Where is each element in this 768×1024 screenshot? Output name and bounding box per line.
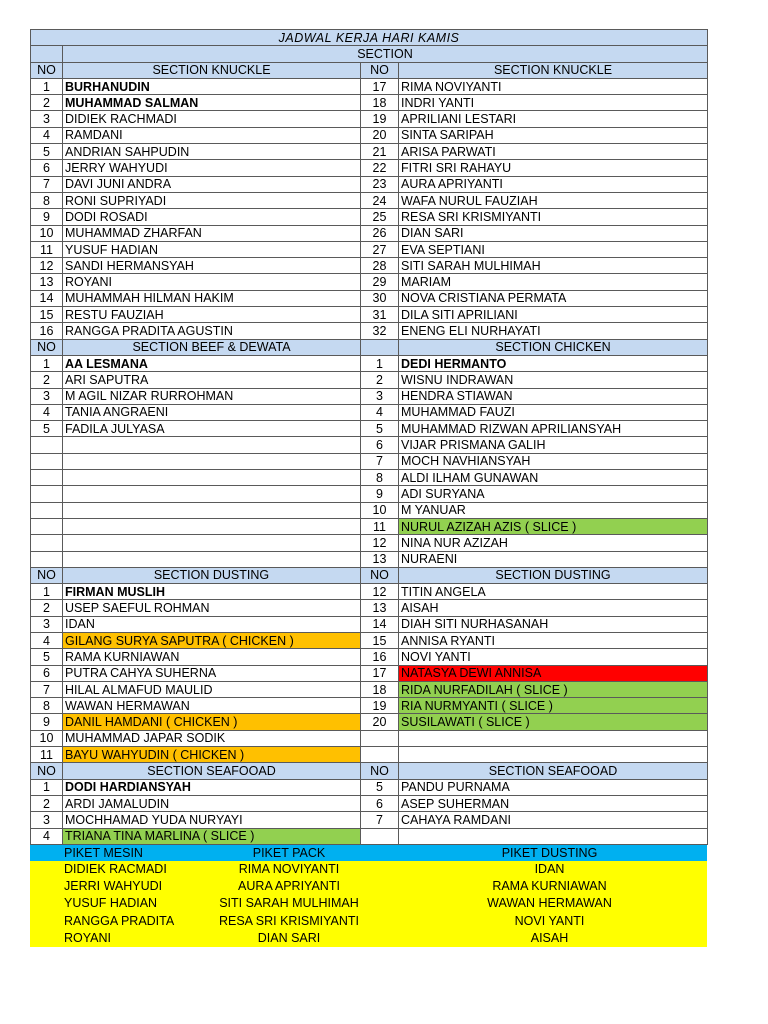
right-row-number: 13	[361, 551, 399, 567]
table-row	[31, 828, 708, 844]
table-row	[31, 698, 708, 714]
right-employee-name: WISNU INDRAWAN	[399, 372, 708, 388]
right-employee-name: SITI SARAH MULHIMAH	[399, 258, 708, 274]
right-row-number: 8	[361, 470, 399, 486]
piket-pack-name: DIAN SARI	[186, 930, 392, 947]
right-employee-name: MUHAMMAD RIZWAN APRILIANSYAH	[399, 421, 708, 437]
left-row-number	[31, 453, 63, 469]
right-employee-name: NOVA CRISTIANA PERMATA	[399, 290, 708, 306]
right-row-number: 1	[361, 355, 399, 371]
table-row	[31, 730, 708, 746]
right-row-number: 30	[361, 290, 399, 306]
left-row-number: 4	[31, 828, 63, 844]
left-section-title: SECTION DUSTING	[63, 567, 361, 583]
left-row-number	[31, 486, 63, 502]
right-employee-name: PANDU PURNAMA	[399, 779, 708, 795]
piket-row	[30, 930, 707, 947]
piket-dusting-name: RAMA KURNIAWAN	[392, 878, 707, 895]
table-row	[31, 160, 708, 176]
left-employee-name: FIRMAN MUSLIH	[63, 584, 361, 600]
table-row	[31, 209, 708, 225]
left-employee-name	[63, 502, 361, 518]
piket-mesin-name: JERRI WAHYUDI	[30, 878, 186, 895]
piket-mesin-name: ROYANI	[30, 930, 186, 947]
left-row-number: 5	[31, 144, 63, 160]
section-header-row	[31, 62, 708, 78]
right-row-number: 2	[361, 372, 399, 388]
section-label-row	[31, 46, 708, 62]
right-row-number: 18	[361, 95, 399, 111]
right-row-number: 20	[361, 127, 399, 143]
right-employee-name: FITRI SRI RAHAYU	[399, 160, 708, 176]
piket-dusting-header: PIKET DUSTING	[392, 845, 707, 861]
left-no-header: NO	[31, 763, 63, 779]
left-employee-name: RONI SUPRIYADI	[63, 192, 361, 208]
table-row	[31, 665, 708, 681]
right-row-number: 19	[361, 698, 399, 714]
right-row-number: 5	[361, 779, 399, 795]
table-row	[31, 600, 708, 616]
table-row	[31, 584, 708, 600]
schedule-table-body	[31, 30, 708, 845]
table-row	[31, 470, 708, 486]
table-row	[31, 502, 708, 518]
table-row	[31, 241, 708, 257]
table-row	[31, 535, 708, 551]
right-section-title: SECTION SEAFOOAD	[399, 763, 708, 779]
left-row-number: 7	[31, 176, 63, 192]
left-employee-name: USEP SAEFUL ROHMAN	[63, 600, 361, 616]
right-employee-name: WAFA NURUL FAUZIAH	[399, 192, 708, 208]
right-row-number: 22	[361, 160, 399, 176]
table-row	[31, 616, 708, 632]
left-employee-name: GILANG SURYA SAPUTRA ( CHICKEN )	[63, 632, 361, 648]
right-employee-name: CAHAYA RAMDANI	[399, 812, 708, 828]
table-row	[31, 437, 708, 453]
left-employee-name: ARI SAPUTRA	[63, 372, 361, 388]
left-employee-name: RAMA KURNIAWAN	[63, 649, 361, 665]
table-row	[31, 812, 708, 828]
left-employee-name: BURHANUDIN	[63, 78, 361, 94]
left-row-number: 16	[31, 323, 63, 339]
table-row	[31, 176, 708, 192]
piket-dusting-name: WAWAN HERMAWAN	[392, 895, 707, 912]
right-row-number: 29	[361, 274, 399, 290]
right-employee-name: AISAH	[399, 600, 708, 616]
piket-pack-name: RESA SRI KRISMIYANTI	[186, 912, 392, 929]
schedule-table	[30, 29, 708, 845]
table-row	[31, 421, 708, 437]
left-row-number: 4	[31, 127, 63, 143]
piket-mesin-header: PIKET MESIN	[30, 845, 186, 861]
right-employee-name: NATASYA DEWI ANNISA	[399, 665, 708, 681]
right-employee-name	[399, 747, 708, 763]
right-employee-name: MARIAM	[399, 274, 708, 290]
right-employee-name: VIJAR PRISMANA GALIH	[399, 437, 708, 453]
left-row-number: 11	[31, 241, 63, 257]
right-row-number: 15	[361, 632, 399, 648]
left-row-number: 13	[31, 274, 63, 290]
left-section-title: SECTION KNUCKLE	[63, 62, 361, 78]
left-employee-name: FADILA JULYASA	[63, 421, 361, 437]
right-row-number: 17	[361, 665, 399, 681]
right-row-number: 17	[361, 78, 399, 94]
left-row-number: 1	[31, 584, 63, 600]
right-employee-name: M YANUAR	[399, 502, 708, 518]
piket-table	[30, 845, 707, 947]
left-employee-name: MUHAMMAH HILMAN HAKIM	[63, 290, 361, 306]
right-row-number: 13	[361, 600, 399, 616]
right-row-number: 25	[361, 209, 399, 225]
right-no-header: NO	[361, 763, 399, 779]
left-employee-name	[63, 453, 361, 469]
left-employee-name: DODI ROSADI	[63, 209, 361, 225]
right-employee-name: ANNISA RYANTI	[399, 632, 708, 648]
right-row-number: 10	[361, 502, 399, 518]
right-employee-name: ADI SURYANA	[399, 486, 708, 502]
right-section-title: SECTION DUSTING	[399, 567, 708, 583]
right-row-number: 16	[361, 649, 399, 665]
table-row	[31, 274, 708, 290]
table-row	[31, 714, 708, 730]
page-title: JADWAL KERJA HARI KAMIS	[31, 30, 708, 46]
left-employee-name: DODI HARDIANSYAH	[63, 779, 361, 795]
left-row-number: 3	[31, 388, 63, 404]
right-row-number: 4	[361, 404, 399, 420]
left-row-number	[31, 551, 63, 567]
right-employee-name	[399, 828, 708, 844]
right-employee-name: NINA NUR AZIZAH	[399, 535, 708, 551]
right-employee-name: AURA APRIYANTI	[399, 176, 708, 192]
left-row-number: 10	[31, 225, 63, 241]
right-row-number: 19	[361, 111, 399, 127]
right-employee-name: NURUL AZIZAH AZIS ( SLICE )	[399, 518, 708, 534]
right-row-number: 20	[361, 714, 399, 730]
piket-pack-name: AURA APRIYANTI	[186, 878, 392, 895]
left-employee-name: SANDI HERMANSYAH	[63, 258, 361, 274]
left-row-number	[31, 518, 63, 534]
right-row-number	[361, 828, 399, 844]
right-employee-name: DIAN SARI	[399, 225, 708, 241]
section-header-row	[31, 763, 708, 779]
left-employee-name: DIDIEK RACHMADI	[63, 111, 361, 127]
right-section-title: SECTION CHICKEN	[399, 339, 708, 355]
right-row-number: 7	[361, 453, 399, 469]
left-employee-name: MUHAMMAD SALMAN	[63, 95, 361, 111]
section-label-spacer	[31, 46, 63, 62]
piket-mesin-name: DIDIEK RACMADI	[30, 861, 186, 878]
table-row	[31, 372, 708, 388]
right-employee-name: APRILIANI LESTARI	[399, 111, 708, 127]
left-employee-name: DANIL HAMDANI ( CHICKEN )	[63, 714, 361, 730]
left-section-title: SECTION BEEF & DEWATA	[63, 339, 361, 355]
left-row-number: 2	[31, 795, 63, 811]
right-row-number: 26	[361, 225, 399, 241]
right-row-number: 12	[361, 584, 399, 600]
right-no-header: NO	[361, 567, 399, 583]
table-row	[31, 681, 708, 697]
table-row	[31, 258, 708, 274]
section-label: SECTION	[63, 46, 708, 62]
right-employee-name: ARISA PARWATI	[399, 144, 708, 160]
table-row	[31, 144, 708, 160]
right-employee-name: DIAH SITI NURHASANAH	[399, 616, 708, 632]
left-row-number: 1	[31, 779, 63, 795]
left-section-title: SECTION SEAFOOAD	[63, 763, 361, 779]
left-employee-name: ARDI JAMALUDIN	[63, 795, 361, 811]
left-row-number: 2	[31, 600, 63, 616]
right-row-number: 9	[361, 486, 399, 502]
left-employee-name: DAVI JUNI ANDRA	[63, 176, 361, 192]
table-row	[31, 78, 708, 94]
right-row-number	[361, 747, 399, 763]
right-row-number: 11	[361, 518, 399, 534]
table-row	[31, 388, 708, 404]
right-row-number: 6	[361, 437, 399, 453]
right-employee-name: NURAENI	[399, 551, 708, 567]
right-section-title: SECTION KNUCKLE	[399, 62, 708, 78]
piket-header-row	[30, 845, 707, 861]
left-employee-name	[63, 486, 361, 502]
right-employee-name: DILA SITI APRILIANI	[399, 307, 708, 323]
piket-pack-name: RIMA NOVIYANTI	[186, 861, 392, 878]
left-row-number: 1	[31, 355, 63, 371]
table-row	[31, 486, 708, 502]
right-row-number: 23	[361, 176, 399, 192]
left-employee-name: MOCHHAMAD YUDA NURYAYI	[63, 812, 361, 828]
table-row	[31, 192, 708, 208]
left-row-number: 8	[31, 192, 63, 208]
left-employee-name	[63, 535, 361, 551]
right-employee-name: ENENG ELI NURHAYATI	[399, 323, 708, 339]
table-row	[31, 551, 708, 567]
right-employee-name: ALDI ILHAM GUNAWAN	[399, 470, 708, 486]
left-row-number: 14	[31, 290, 63, 306]
left-row-number: 6	[31, 160, 63, 176]
left-employee-name: MUHAMMAD JAPAR SODIK	[63, 730, 361, 746]
right-employee-name: TITIN ANGELA	[399, 584, 708, 600]
left-row-number	[31, 437, 63, 453]
left-row-number: 5	[31, 421, 63, 437]
left-employee-name: HILAL ALMAFUD MAULID	[63, 681, 361, 697]
left-employee-name: ROYANI	[63, 274, 361, 290]
right-employee-name: EVA SEPTIANI	[399, 241, 708, 257]
right-row-number: 3	[361, 388, 399, 404]
right-row-number: 31	[361, 307, 399, 323]
left-employee-name: PUTRA CAHYA SUHERNA	[63, 665, 361, 681]
left-row-number: 2	[31, 95, 63, 111]
piket-row	[30, 895, 707, 912]
table-row	[31, 404, 708, 420]
right-employee-name: RIA NURMYANTI ( SLICE )	[399, 698, 708, 714]
right-row-number	[361, 730, 399, 746]
right-employee-name: SUSILAWATI ( SLICE )	[399, 714, 708, 730]
piket-row	[30, 912, 707, 929]
right-employee-name: ASEP SUHERMAN	[399, 795, 708, 811]
left-employee-name	[63, 437, 361, 453]
right-employee-name: MOCH NAVHIANSYAH	[399, 453, 708, 469]
left-row-number: 3	[31, 812, 63, 828]
left-employee-name	[63, 470, 361, 486]
right-employee-name: MUHAMMAD FAUZI	[399, 404, 708, 420]
right-employee-name: NOVI YANTI	[399, 649, 708, 665]
schedule-sheet	[30, 29, 707, 947]
table-row	[31, 307, 708, 323]
table-row	[31, 225, 708, 241]
right-row-number: 24	[361, 192, 399, 208]
left-no-header: NO	[31, 62, 63, 78]
left-employee-name: WAWAN HERMAWAN	[63, 698, 361, 714]
piket-row	[30, 861, 707, 878]
left-employee-name: AA LESMANA	[63, 355, 361, 371]
piket-mesin-name: YUSUF HADIAN	[30, 895, 186, 912]
left-row-number: 11	[31, 747, 63, 763]
left-no-header: NO	[31, 567, 63, 583]
left-row-number: 3	[31, 111, 63, 127]
right-employee-name: RESA SRI KRISMIYANTI	[399, 209, 708, 225]
right-employee-name: DEDI HERMANTO	[399, 355, 708, 371]
left-employee-name: RANGGA PRADITA AGUSTIN	[63, 323, 361, 339]
table-row	[31, 95, 708, 111]
left-employee-name: MUHAMMAD ZHARFAN	[63, 225, 361, 241]
table-row	[31, 779, 708, 795]
right-row-number: 27	[361, 241, 399, 257]
table-row	[31, 518, 708, 534]
right-row-number: 6	[361, 795, 399, 811]
left-row-number: 5	[31, 649, 63, 665]
right-row-number: 21	[361, 144, 399, 160]
left-employee-name: TRIANA TINA MARLINA ( SLICE )	[63, 828, 361, 844]
right-row-number: 28	[361, 258, 399, 274]
table-row	[31, 649, 708, 665]
left-employee-name: BAYU WAHYUDIN ( CHICKEN )	[63, 747, 361, 763]
left-employee-name: IDAN	[63, 616, 361, 632]
piket-row	[30, 878, 707, 895]
right-employee-name: RIMA NOVIYANTI	[399, 78, 708, 94]
table-row	[31, 632, 708, 648]
left-row-number: 2	[31, 372, 63, 388]
left-row-number: 9	[31, 209, 63, 225]
left-employee-name: RESTU FAUZIAH	[63, 307, 361, 323]
right-employee-name	[399, 730, 708, 746]
right-no-header: NO	[361, 62, 399, 78]
left-row-number	[31, 502, 63, 518]
table-row	[31, 795, 708, 811]
piket-dusting-name: AISAH	[392, 930, 707, 947]
table-row	[31, 290, 708, 306]
left-row-number: 10	[31, 730, 63, 746]
left-employee-name: RAMDANI	[63, 127, 361, 143]
right-no-header	[361, 339, 399, 355]
left-row-number: 15	[31, 307, 63, 323]
left-no-header: NO	[31, 339, 63, 355]
table-row	[31, 453, 708, 469]
piket-dusting-name: IDAN	[392, 861, 707, 878]
left-employee-name	[63, 551, 361, 567]
left-row-number: 1	[31, 78, 63, 94]
left-row-number	[31, 470, 63, 486]
right-employee-name: INDRI YANTI	[399, 95, 708, 111]
left-employee-name	[63, 518, 361, 534]
left-employee-name: TANIA ANGRAENI	[63, 404, 361, 420]
left-row-number: 7	[31, 681, 63, 697]
left-row-number	[31, 535, 63, 551]
piket-pack-name: SITI SARAH MULHIMAH	[186, 895, 392, 912]
right-row-number: 12	[361, 535, 399, 551]
right-employee-name: SINTA SARIPAH	[399, 127, 708, 143]
right-row-number: 18	[361, 681, 399, 697]
table-row	[31, 747, 708, 763]
right-employee-name: RIDA NURFADILAH ( SLICE )	[399, 681, 708, 697]
left-row-number: 3	[31, 616, 63, 632]
piket-pack-header: PIKET PACK	[186, 845, 392, 861]
left-employee-name: ANDRIAN SAHPUDIN	[63, 144, 361, 160]
table-row	[31, 355, 708, 371]
left-row-number: 8	[31, 698, 63, 714]
left-employee-name: M AGIL NIZAR RURROHMAN	[63, 388, 361, 404]
section-header-row	[31, 567, 708, 583]
right-row-number: 7	[361, 812, 399, 828]
right-row-number: 5	[361, 421, 399, 437]
title-row	[31, 30, 708, 46]
left-row-number: 9	[31, 714, 63, 730]
left-row-number: 12	[31, 258, 63, 274]
piket-mesin-name: RANGGA PRADITA	[30, 912, 186, 929]
table-row	[31, 127, 708, 143]
left-row-number: 6	[31, 665, 63, 681]
right-row-number: 32	[361, 323, 399, 339]
left-row-number: 4	[31, 404, 63, 420]
piket-dusting-name: NOVI YANTI	[392, 912, 707, 929]
left-employee-name: JERRY WAHYUDI	[63, 160, 361, 176]
right-employee-name: HENDRA STIAWAN	[399, 388, 708, 404]
left-row-number: 4	[31, 632, 63, 648]
table-row	[31, 111, 708, 127]
right-row-number: 14	[361, 616, 399, 632]
section-header-row	[31, 339, 708, 355]
table-row	[31, 323, 708, 339]
left-employee-name: YUSUF HADIAN	[63, 241, 361, 257]
